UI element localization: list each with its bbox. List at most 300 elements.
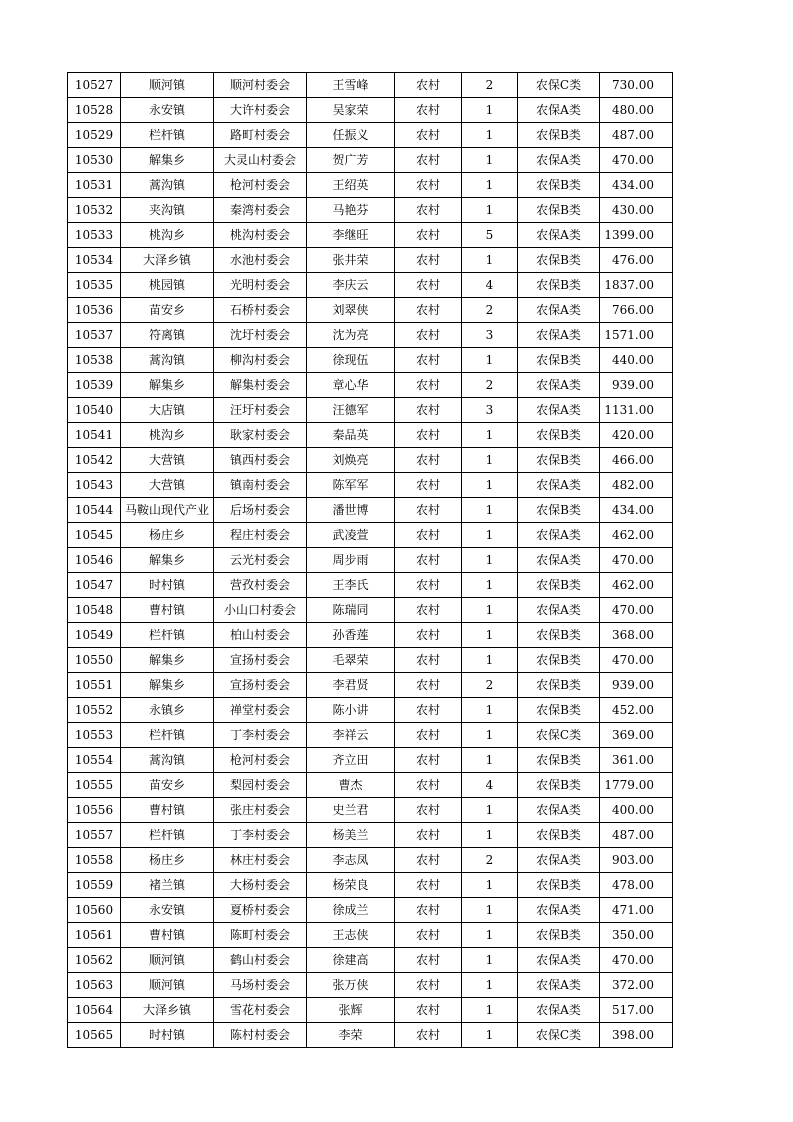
village-committee-cell: 宣扬村委会 (214, 673, 307, 698)
table-row (68, 398, 673, 423)
village-committee-cell: 梨园村委会 (214, 773, 307, 798)
town-cell: 褚兰镇 (121, 873, 214, 898)
category-cell: 农保C类 (518, 723, 600, 748)
village-committee-cell: 水池村委会 (214, 248, 307, 273)
area-type-cell: 农村 (395, 673, 462, 698)
table-row (68, 273, 673, 298)
amount-cell: 470.00 (600, 148, 673, 173)
household-size-cell: 1 (462, 148, 518, 173)
name-cell: 贺广芳 (307, 148, 395, 173)
household-size-cell: 1 (462, 723, 518, 748)
record-id-cell: 10563 (68, 973, 121, 998)
household-size-cell: 1 (462, 448, 518, 473)
name-cell: 张万侠 (307, 973, 395, 998)
record-id-cell: 10557 (68, 823, 121, 848)
town-cell: 时村镇 (121, 573, 214, 598)
amount-cell: 517.00 (600, 998, 673, 1023)
town-cell: 栏杆镇 (121, 623, 214, 648)
record-id-cell: 10553 (68, 723, 121, 748)
name-cell: 章心华 (307, 373, 395, 398)
area-type-cell: 农村 (395, 748, 462, 773)
area-type-cell: 农村 (395, 123, 462, 148)
area-type-cell: 农村 (395, 298, 462, 323)
table-row (68, 448, 673, 473)
village-committee-cell: 镇南村委会 (214, 473, 307, 498)
table-row (68, 873, 673, 898)
area-type-cell: 农村 (395, 223, 462, 248)
town-cell: 时村镇 (121, 1023, 214, 1048)
amount-cell: 368.00 (600, 623, 673, 648)
town-cell: 桃沟乡 (121, 223, 214, 248)
category-cell: 农保A类 (518, 948, 600, 973)
record-id-cell: 10547 (68, 573, 121, 598)
table-row (68, 698, 673, 723)
name-cell: 汪德军 (307, 398, 395, 423)
table-row (68, 948, 673, 973)
table-row (68, 323, 673, 348)
name-cell: 李君贤 (307, 673, 395, 698)
town-cell: 大营镇 (121, 473, 214, 498)
record-id-cell: 10530 (68, 148, 121, 173)
town-cell: 永安镇 (121, 98, 214, 123)
area-type-cell: 农村 (395, 873, 462, 898)
village-committee-cell: 禅堂村委会 (214, 698, 307, 723)
household-size-cell: 2 (462, 848, 518, 873)
record-id-cell: 10539 (68, 373, 121, 398)
name-cell: 潘世博 (307, 498, 395, 523)
name-cell: 王志侠 (307, 923, 395, 948)
village-committee-cell: 顺河村委会 (214, 73, 307, 98)
amount-cell: 361.00 (600, 748, 673, 773)
household-size-cell: 1 (462, 973, 518, 998)
name-cell: 王雪峰 (307, 73, 395, 98)
household-size-cell: 1 (462, 1023, 518, 1048)
amount-cell: 369.00 (600, 723, 673, 748)
amount-cell: 434.00 (600, 498, 673, 523)
record-id-cell: 10556 (68, 798, 121, 823)
name-cell: 李志凤 (307, 848, 395, 873)
household-size-cell: 1 (462, 123, 518, 148)
name-cell: 武凌萱 (307, 523, 395, 548)
table-row (68, 898, 673, 923)
category-cell: 农保B类 (518, 748, 600, 773)
record-id-cell: 10564 (68, 998, 121, 1023)
amount-cell: 470.00 (600, 648, 673, 673)
household-size-cell: 1 (462, 98, 518, 123)
name-cell: 徐现伍 (307, 348, 395, 373)
village-committee-cell: 光明村委会 (214, 273, 307, 298)
area-type-cell: 农村 (395, 773, 462, 798)
town-cell: 曹村镇 (121, 798, 214, 823)
household-size-cell: 2 (462, 673, 518, 698)
name-cell: 王李氏 (307, 573, 395, 598)
table-row (68, 298, 673, 323)
amount-cell: 372.00 (600, 973, 673, 998)
table-row (68, 773, 673, 798)
area-type-cell: 农村 (395, 398, 462, 423)
table-row (68, 423, 673, 448)
area-type-cell: 农村 (395, 173, 462, 198)
amount-cell: 480.00 (600, 98, 673, 123)
records-table (67, 72, 673, 1048)
table-row (68, 748, 673, 773)
village-committee-cell: 柳沟村委会 (214, 348, 307, 373)
category-cell: 农保B类 (518, 348, 600, 373)
area-type-cell: 农村 (395, 523, 462, 548)
village-committee-cell: 陈村村委会 (214, 1023, 307, 1048)
table-body (68, 73, 673, 1048)
name-cell: 刘翠侠 (307, 298, 395, 323)
category-cell: 农保A类 (518, 973, 600, 998)
record-id-cell: 10548 (68, 598, 121, 623)
record-id-cell: 10552 (68, 698, 121, 723)
village-committee-cell: 秦湾村委会 (214, 198, 307, 223)
amount-cell: 420.00 (600, 423, 673, 448)
name-cell: 张井荣 (307, 248, 395, 273)
village-committee-cell: 汪圩村委会 (214, 398, 307, 423)
amount-cell: 452.00 (600, 698, 673, 723)
village-committee-cell: 后场村委会 (214, 498, 307, 523)
town-cell: 顺河镇 (121, 973, 214, 998)
amount-cell: 939.00 (600, 373, 673, 398)
amount-cell: 903.00 (600, 848, 673, 873)
table-row (68, 498, 673, 523)
amount-cell: 434.00 (600, 173, 673, 198)
town-cell: 解集乡 (121, 148, 214, 173)
name-cell: 李荣 (307, 1023, 395, 1048)
category-cell: 农保A类 (518, 848, 600, 873)
table-row (68, 623, 673, 648)
amount-cell: 398.00 (600, 1023, 673, 1048)
category-cell: 农保B类 (518, 873, 600, 898)
area-type-cell: 农村 (395, 723, 462, 748)
area-type-cell: 农村 (395, 73, 462, 98)
town-cell: 苗安乡 (121, 298, 214, 323)
household-size-cell: 4 (462, 273, 518, 298)
village-committee-cell: 雪花村委会 (214, 998, 307, 1023)
area-type-cell: 农村 (395, 348, 462, 373)
record-id-cell: 10562 (68, 948, 121, 973)
table-row (68, 598, 673, 623)
category-cell: 农保B类 (518, 498, 600, 523)
household-size-cell: 1 (462, 748, 518, 773)
amount-cell: 471.00 (600, 898, 673, 923)
table-row (68, 373, 673, 398)
category-cell: 农保B类 (518, 423, 600, 448)
category-cell: 农保A类 (518, 598, 600, 623)
village-committee-cell: 丁李村委会 (214, 723, 307, 748)
town-cell: 夹沟镇 (121, 198, 214, 223)
record-id-cell: 10540 (68, 398, 121, 423)
household-size-cell: 1 (462, 248, 518, 273)
area-type-cell: 农村 (395, 1023, 462, 1048)
town-cell: 解集乡 (121, 673, 214, 698)
name-cell: 李祥云 (307, 723, 395, 748)
table-row (68, 723, 673, 748)
category-cell: 农保A类 (518, 398, 600, 423)
table-row (68, 548, 673, 573)
amount-cell: 462.00 (600, 523, 673, 548)
household-size-cell: 1 (462, 173, 518, 198)
name-cell: 秦品英 (307, 423, 395, 448)
area-type-cell: 农村 (395, 148, 462, 173)
town-cell: 曹村镇 (121, 923, 214, 948)
amount-cell: 462.00 (600, 573, 673, 598)
category-cell: 农保B类 (518, 923, 600, 948)
amount-cell: 470.00 (600, 548, 673, 573)
amount-cell: 939.00 (600, 673, 673, 698)
record-id-cell: 10565 (68, 1023, 121, 1048)
record-id-cell: 10544 (68, 498, 121, 523)
category-cell: 农保A类 (518, 323, 600, 348)
area-type-cell: 农村 (395, 823, 462, 848)
record-id-cell: 10535 (68, 273, 121, 298)
record-id-cell: 10554 (68, 748, 121, 773)
village-committee-cell: 丁李村委会 (214, 823, 307, 848)
record-id-cell: 10533 (68, 223, 121, 248)
table-row (68, 198, 673, 223)
amount-cell: 1779.00 (600, 773, 673, 798)
category-cell: 农保C类 (518, 1023, 600, 1048)
area-type-cell: 农村 (395, 973, 462, 998)
category-cell: 农保A类 (518, 148, 600, 173)
name-cell: 孙香莲 (307, 623, 395, 648)
table-row (68, 523, 673, 548)
name-cell: 史兰君 (307, 798, 395, 823)
category-cell: 农保A类 (518, 223, 600, 248)
household-size-cell: 1 (462, 498, 518, 523)
household-size-cell: 1 (462, 698, 518, 723)
name-cell: 齐立田 (307, 748, 395, 773)
record-id-cell: 10531 (68, 173, 121, 198)
village-committee-cell: 桃沟村委会 (214, 223, 307, 248)
amount-cell: 730.00 (600, 73, 673, 98)
household-size-cell: 1 (462, 873, 518, 898)
table-row (68, 248, 673, 273)
record-id-cell: 10541 (68, 423, 121, 448)
town-cell: 解集乡 (121, 373, 214, 398)
table-row (68, 673, 673, 698)
town-cell: 蒿沟镇 (121, 348, 214, 373)
household-size-cell: 4 (462, 773, 518, 798)
town-cell: 符离镇 (121, 323, 214, 348)
household-size-cell: 5 (462, 223, 518, 248)
household-size-cell: 1 (462, 573, 518, 598)
category-cell: 农保B类 (518, 648, 600, 673)
village-committee-cell: 耿家村委会 (214, 423, 307, 448)
record-id-cell: 10550 (68, 648, 121, 673)
table-row (68, 848, 673, 873)
category-cell: 农保B类 (518, 173, 600, 198)
area-type-cell: 农村 (395, 248, 462, 273)
household-size-cell: 1 (462, 923, 518, 948)
name-cell: 王绍英 (307, 173, 395, 198)
town-cell: 顺河镇 (121, 948, 214, 973)
name-cell: 李继旺 (307, 223, 395, 248)
village-committee-cell: 夏桥村委会 (214, 898, 307, 923)
category-cell: 农保B类 (518, 698, 600, 723)
amount-cell: 487.00 (600, 123, 673, 148)
record-id-cell: 10527 (68, 73, 121, 98)
town-cell: 杨庄乡 (121, 523, 214, 548)
area-type-cell: 农村 (395, 498, 462, 523)
household-size-cell: 1 (462, 348, 518, 373)
area-type-cell: 农村 (395, 323, 462, 348)
record-id-cell: 10555 (68, 773, 121, 798)
record-id-cell: 10536 (68, 298, 121, 323)
area-type-cell: 农村 (395, 548, 462, 573)
record-id-cell: 10546 (68, 548, 121, 573)
record-id-cell: 10528 (68, 98, 121, 123)
area-type-cell: 农村 (395, 423, 462, 448)
name-cell: 周步雨 (307, 548, 395, 573)
household-size-cell: 1 (462, 473, 518, 498)
village-committee-cell: 柏山村委会 (214, 623, 307, 648)
name-cell: 任振义 (307, 123, 395, 148)
category-cell: 农保A类 (518, 548, 600, 573)
name-cell: 刘焕亮 (307, 448, 395, 473)
area-type-cell: 农村 (395, 373, 462, 398)
village-committee-cell: 镇西村委会 (214, 448, 307, 473)
household-size-cell: 1 (462, 898, 518, 923)
name-cell: 张辉 (307, 998, 395, 1023)
category-cell: 农保B类 (518, 123, 600, 148)
table-row (68, 823, 673, 848)
village-committee-cell: 路町村委会 (214, 123, 307, 148)
household-size-cell: 1 (462, 423, 518, 448)
name-cell: 徐建高 (307, 948, 395, 973)
record-id-cell: 10561 (68, 923, 121, 948)
record-id-cell: 10542 (68, 448, 121, 473)
town-cell: 桃沟乡 (121, 423, 214, 448)
household-size-cell: 3 (462, 398, 518, 423)
category-cell: 农保B类 (518, 273, 600, 298)
household-size-cell: 1 (462, 523, 518, 548)
household-size-cell: 1 (462, 998, 518, 1023)
town-cell: 栏杆镇 (121, 823, 214, 848)
table-row (68, 348, 673, 373)
area-type-cell: 农村 (395, 448, 462, 473)
name-cell: 曹杰 (307, 773, 395, 798)
name-cell: 徐成兰 (307, 898, 395, 923)
record-id-cell: 10537 (68, 323, 121, 348)
village-committee-cell: 陈町村委会 (214, 923, 307, 948)
record-id-cell: 10532 (68, 198, 121, 223)
village-committee-cell: 大灵山村委会 (214, 148, 307, 173)
category-cell: 农保A类 (518, 473, 600, 498)
amount-cell: 478.00 (600, 873, 673, 898)
category-cell: 农保A类 (518, 373, 600, 398)
household-size-cell: 1 (462, 623, 518, 648)
name-cell: 杨荣良 (307, 873, 395, 898)
area-type-cell: 农村 (395, 198, 462, 223)
household-size-cell: 1 (462, 548, 518, 573)
household-size-cell: 1 (462, 798, 518, 823)
amount-cell: 350.00 (600, 923, 673, 948)
household-size-cell: 1 (462, 198, 518, 223)
village-committee-cell: 营孜村委会 (214, 573, 307, 598)
table-row (68, 173, 673, 198)
amount-cell: 487.00 (600, 823, 673, 848)
area-type-cell: 农村 (395, 698, 462, 723)
town-cell: 蒿沟镇 (121, 748, 214, 773)
name-cell: 陈小讲 (307, 698, 395, 723)
category-cell: 农保B类 (518, 623, 600, 648)
town-cell: 蒿沟镇 (121, 173, 214, 198)
table-row (68, 73, 673, 98)
village-committee-cell: 马场村委会 (214, 973, 307, 998)
household-size-cell: 1 (462, 948, 518, 973)
village-committee-cell: 石桥村委会 (214, 298, 307, 323)
table-row (68, 798, 673, 823)
category-cell: 农保A类 (518, 298, 600, 323)
town-cell: 马鞍山现代产业 (121, 498, 214, 523)
record-id-cell: 10549 (68, 623, 121, 648)
amount-cell: 482.00 (600, 473, 673, 498)
record-id-cell: 10534 (68, 248, 121, 273)
area-type-cell: 农村 (395, 598, 462, 623)
table-row (68, 123, 673, 148)
table-row (68, 973, 673, 998)
village-committee-cell: 小山口村委会 (214, 598, 307, 623)
town-cell: 曹村镇 (121, 598, 214, 623)
area-type-cell: 农村 (395, 98, 462, 123)
name-cell: 吴家荣 (307, 98, 395, 123)
village-committee-cell: 林庄村委会 (214, 848, 307, 873)
category-cell: 农保A类 (518, 898, 600, 923)
village-committee-cell: 云光村委会 (214, 548, 307, 573)
name-cell: 马艳芬 (307, 198, 395, 223)
record-id-cell: 10551 (68, 673, 121, 698)
household-size-cell: 2 (462, 298, 518, 323)
category-cell: 农保A类 (518, 523, 600, 548)
amount-cell: 466.00 (600, 448, 673, 473)
town-cell: 大泽乡镇 (121, 248, 214, 273)
category-cell: 农保A类 (518, 98, 600, 123)
household-size-cell: 2 (462, 373, 518, 398)
category-cell: 农保B类 (518, 198, 600, 223)
town-cell: 顺河镇 (121, 73, 214, 98)
area-type-cell: 农村 (395, 648, 462, 673)
category-cell: 农保B类 (518, 448, 600, 473)
amount-cell: 470.00 (600, 598, 673, 623)
town-cell: 大店镇 (121, 398, 214, 423)
record-id-cell: 10558 (68, 848, 121, 873)
household-size-cell: 1 (462, 598, 518, 623)
amount-cell: 400.00 (600, 798, 673, 823)
area-type-cell: 农村 (395, 948, 462, 973)
village-committee-cell: 鹤山村委会 (214, 948, 307, 973)
name-cell: 陈军军 (307, 473, 395, 498)
town-cell: 解集乡 (121, 548, 214, 573)
village-committee-cell: 张庄村委会 (214, 798, 307, 823)
area-type-cell: 农村 (395, 923, 462, 948)
area-type-cell: 农村 (395, 798, 462, 823)
amount-cell: 1837.00 (600, 273, 673, 298)
amount-cell: 1571.00 (600, 323, 673, 348)
area-type-cell: 农村 (395, 623, 462, 648)
village-committee-cell: 解集村委会 (214, 373, 307, 398)
town-cell: 栏杆镇 (121, 723, 214, 748)
amount-cell: 1399.00 (600, 223, 673, 248)
town-cell: 永安镇 (121, 898, 214, 923)
table-row (68, 648, 673, 673)
category-cell: 农保B类 (518, 573, 600, 598)
category-cell: 农保B类 (518, 673, 600, 698)
amount-cell: 476.00 (600, 248, 673, 273)
village-committee-cell: 大杨村委会 (214, 873, 307, 898)
village-committee-cell: 沈圩村委会 (214, 323, 307, 348)
